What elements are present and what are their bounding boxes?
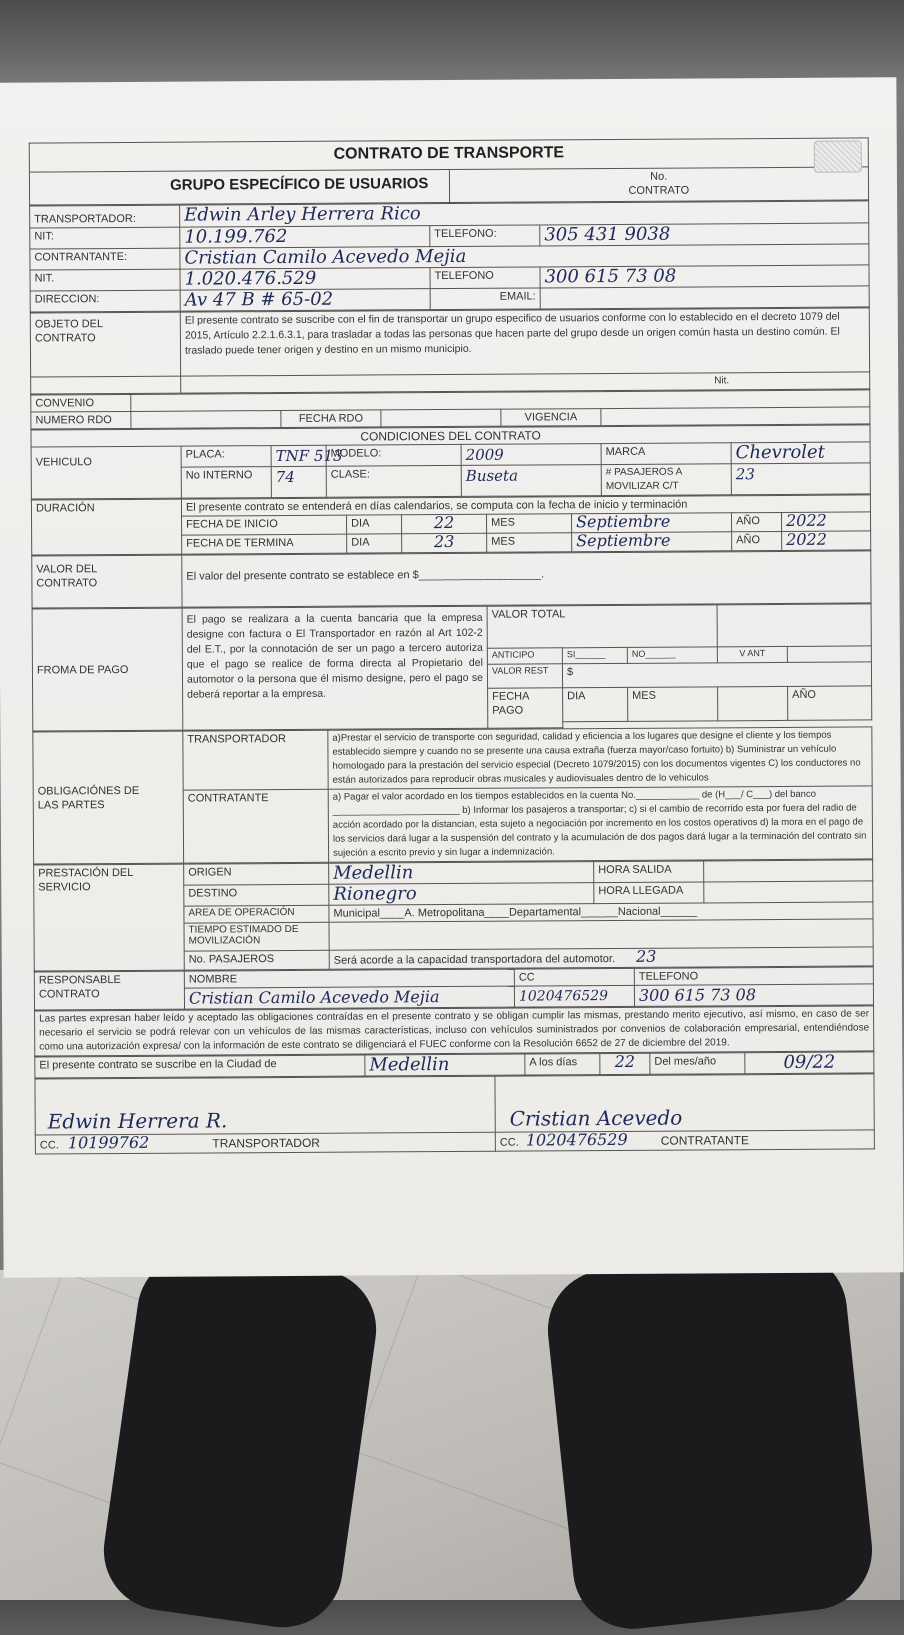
numero-rdo-label: NUMERO RDO (31, 411, 131, 429)
header-table (29, 137, 869, 205)
condiciones-title: CONDICIONES DEL CONTRATO (31, 425, 870, 447)
hora-salida-cell (704, 860, 873, 882)
hora-llegada-label: HORA LLEGADA (594, 882, 704, 904)
obligaciones-label-cell (33, 731, 184, 864)
termina-ano-value: 2022 (786, 529, 827, 549)
resp-telefono-value: 300 615 73 08 (638, 985, 757, 1005)
resp-cc-cell (514, 985, 634, 1007)
telefono-cell (540, 223, 869, 246)
clase-cell (461, 465, 601, 497)
pago-table (32, 603, 873, 731)
firma-contratante-footer (495, 1130, 874, 1151)
contract-no-cell (449, 167, 869, 203)
hora-llegada-cell (704, 881, 873, 903)
valor-rest-dollar: $ (562, 662, 871, 688)
resp-cc-value: 1020476529 (518, 988, 609, 1005)
contratante-value: Cristian Camilo Acevedo Mejia (184, 245, 467, 269)
transportador-value: Edwin Arley Herrera Rico (184, 203, 421, 226)
objeto-label: OBJETO DEL (34, 318, 104, 331)
dias-label: A los días (525, 1054, 600, 1075)
responsable-label-2: CONTRATO (38, 988, 100, 1001)
resp-nombre-cell (184, 986, 514, 1009)
termina-ano-cell (782, 531, 871, 551)
pago-text: El pago se realizara a la cuenta bancaria que la empresa designe con factura o El Transportador en razón al Art 102-2 del E.T., por la connotación de ser un pago a tercero autoriza que el pago se realice de forma directa al Propietario del automotor o la persona que él mismo designe, pero el pago se deberá reportar a la empresa. (182, 606, 488, 730)
legal-text: Las partes expresan haber leído y aceptado las obligaciones contraídas en el presente contrato y se obligan cumplir las mismas, prestando merito ejecutivo, así mismo, en caso de ser necesario el servicio se podrá relevar con un vehículos de las mismas características, incluso con vehículos suministrados por convenios de colaboración empresarial, entendiéndose como una autorización expresa/ con la información de este contrato se diligenciará el FUEC conforme con la Resolución 6652 de 27 de diciembre del 2019. (35, 1006, 874, 1056)
telefono2-label: TELEFONO (430, 267, 540, 289)
marca-label: MARCA (601, 443, 731, 465)
firmas-table (34, 1073, 874, 1154)
pasajeros-cell (731, 463, 870, 495)
valor-label: VALOR DEL (36, 563, 98, 576)
objeto-table (30, 307, 870, 394)
origen-label: ORIGEN (184, 863, 329, 885)
no-pasajeros-text: Será acorde a la capacidad transportadora del automotor. (333, 952, 616, 967)
nit2-cell (180, 268, 430, 291)
mes-ano-value: 09/22 (783, 1051, 836, 1073)
no-pasajeros-cell (329, 947, 873, 969)
contratante-sign-label: CONTRATANTE (660, 1133, 749, 1148)
modelo-value: 2009 (465, 445, 504, 464)
contract-no-label-2: CONTRATO (628, 184, 690, 197)
prestacion-label: PRESTACIÓN DEL (38, 866, 134, 880)
inicio-ano-cell (781, 512, 870, 532)
inicio-ano-label: AÑO (731, 512, 781, 531)
valor-table (31, 550, 871, 608)
contratante-label: CONTRANTANTE: (30, 248, 180, 270)
page-title: CONTRATO DE TRANSPORTE (333, 144, 565, 163)
oblig-transportador-text: a)Prestar el servicio de transporte con seguridad, calidad y eficiencia a los lugares que designe el cliente y los tiempos establecido siempre y cuando no se presente una causa extraña (fuerza mayor/caso fortuito) b) Suministrar un vehículo homologado para la prestación del servicio especial (Decreto 1079/2015) con los documentos vigentes C) los conductores no están autorizados para reproducir obras musicales y audiovisuales dentro de lo vehiculos (328, 727, 872, 789)
firma-transportador-footer (35, 1132, 495, 1154)
termina-mes-label: MES (487, 533, 572, 553)
fecha-pago-ano-label: AÑO (788, 686, 872, 721)
direccion-cell (180, 289, 430, 312)
marca-cell (731, 442, 870, 464)
interno-label: No INTERNO (181, 467, 271, 499)
objeto-text: El presente contrato se suscribe con el fin de transportar un grupo especifico de usuarios conforme con lo establecido en el decreto 1079 del 2015, Artículo 2.2.1.6.3.1, para trasladar a todas las personas que hacen parte del grupo desde un origen común hasta un destino común. El traslado puede tener origen y destino en un mismo municipio. (180, 308, 869, 376)
clase-value: Buseta (465, 466, 519, 485)
resp-telefono-cell (634, 984, 873, 1006)
area-text: Municipal____A. Metropolitana____Departamental______Nacional______ (329, 902, 873, 922)
origen-cell (329, 862, 594, 885)
fecha-rdo-cell (381, 409, 501, 427)
ciudad-label: El presente contrato se suscribe en la Ciudad de (35, 1055, 365, 1078)
responsable-label-cell (34, 971, 184, 1010)
transportador-label: TRANSPORTADOR: (30, 205, 180, 228)
inicio-dia-value: 22 (433, 512, 455, 533)
modelo-cell (461, 444, 601, 466)
numero-rdo-cell (131, 411, 281, 429)
convenio-label: CONVENIO (31, 394, 131, 412)
duracion-text: El presente contrato se entenderá en días calendarios, se computa con la fecha de inicio y terminación (181, 495, 870, 516)
nit2-value: 1.020.476.529 (184, 267, 317, 290)
parties-table (29, 200, 870, 312)
inicio-dia-label: DIA (347, 515, 402, 534)
prestacion-label-2: SERVICIO (38, 881, 91, 894)
company-seal-icon (814, 140, 862, 172)
valor-total-label: VALOR TOTAL (487, 605, 717, 648)
firma-contratante-signature: Cristian Acevedo (509, 1105, 683, 1131)
contratante-cc-label: CC. (499, 1136, 519, 1149)
fecha-pago-mes-label: MES (628, 687, 718, 722)
termina-mes-value: Septiembre (576, 530, 671, 551)
firma-contratante-cell (495, 1074, 874, 1132)
valor-label-cell (32, 555, 182, 608)
title-cell (29, 138, 868, 172)
leg-right (542, 1245, 878, 1634)
hora-salida-label: HORA SALIDA (594, 861, 704, 883)
termina-label: FECHA DE TERMINA (182, 534, 347, 554)
page-subtitle: GRUPO ESPECÍFICO DE USUARIOS (169, 175, 429, 194)
clase-label: CLASE: (326, 465, 461, 497)
convenio-table (30, 389, 870, 429)
termina-dia-cell (402, 533, 487, 553)
no-label: NO______ (627, 647, 717, 664)
termina-mes-cell (572, 532, 732, 552)
mes-ano-label: Del mes/año (650, 1053, 745, 1075)
telefono2-cell (540, 265, 869, 288)
placa-cell (271, 445, 343, 466)
email-cell (540, 286, 869, 309)
pago-label: FROMA DE PAGO (32, 608, 183, 731)
nit-value: 10.199.762 (184, 225, 288, 248)
termina-dia-label: DIA (347, 534, 402, 553)
transportador-sign-label: TRANSPORTADOR (212, 1135, 320, 1151)
resp-nombre-value: Cristian Camilo Acevedo Mejia (188, 987, 440, 1008)
objeto-nit-label: Nit. (181, 372, 870, 393)
direccion-label: DIRECCION: (30, 290, 180, 312)
dias-value: 22 (614, 1051, 636, 1072)
inicio-mes-label: MES (487, 514, 572, 534)
contract-form (29, 137, 875, 1154)
transportador-cc-value: 10199762 (67, 1132, 150, 1153)
objeto-label-2: CONTRATO (34, 332, 96, 345)
tiempo-cell (329, 919, 873, 950)
valor-text: El valor del presente contrato se establece en $____________________. (182, 551, 871, 607)
pasajeros-value: 23 (735, 465, 755, 484)
inicio-dia-cell (402, 514, 487, 534)
contract-paper (0, 77, 904, 1277)
duracion-label: DURACIÓN (31, 499, 181, 555)
ciudad-value: Medellin (369, 1054, 450, 1076)
modelo-label: MODELO: (326, 444, 461, 466)
objeto-label-cell (30, 312, 180, 377)
firma-transportador-cell (35, 1076, 495, 1135)
anticipo-label: ANTICIPO (487, 648, 562, 664)
contract-no-label: No. (650, 170, 668, 183)
nit-cell (180, 226, 430, 249)
no-pasajeros-label: No. PASAJEROS (184, 950, 329, 970)
objeto-blank-cell (31, 376, 181, 394)
prestacion-label-cell (34, 864, 185, 971)
inicio-ano-value: 2022 (785, 510, 827, 530)
fecha-pago-dia-label: DIA (563, 687, 628, 721)
fecha-rdo-label: FECHA RDO (281, 410, 381, 428)
responsable-label: RESPONSABLE (38, 974, 121, 987)
telefono2-value: 300 615 73 08 (544, 265, 677, 288)
subtitle-cell (29, 169, 449, 205)
valor-total-cell (717, 604, 871, 647)
leg-left (96, 1245, 384, 1635)
fecha-pago-mes-cell (718, 686, 788, 720)
area-label: AREA DE OPERACIÓN (184, 905, 329, 923)
vehiculo-label: VEHICULO (31, 446, 181, 499)
fecha-pago-label: FECHA PAGO (488, 688, 563, 728)
interno-value: 74 (275, 467, 295, 487)
oblig-contratante-label: CONTRATANTE (183, 789, 328, 863)
destino-label: DESTINO (184, 884, 329, 906)
contratante-cc-value: 1020476529 (525, 1129, 628, 1150)
obligaciones-label-2: LAS PARTES (37, 798, 105, 812)
responsable-table (34, 966, 874, 1010)
nit2-label: NIT. (30, 269, 180, 291)
vigencia-label: VIGENCIA (501, 409, 601, 427)
origen-value: Medellin (333, 862, 414, 884)
placa-label: PLACA: (181, 446, 271, 468)
termina-dia-value: 23 (433, 531, 455, 552)
oblig-contratante-text: a) Pagar el valor acordado en los tiempos establecidos en la cuenta No.____________ de (H___/ C___) del banco ________________________ b) Informar los pasajeros a transportar; c) si el cambio de recorrido esta por fuera del radio de acción acordado por la distancian, esta sujeto a negociación por incremento en los costos operativos d) la mora en el pago de los servicios dará lugar a la suspensión del contrato y la acumulación de dos pagos dará lugar a la terminación del contrato sin sujeción a escrito previo y sin lugar a indemnización. (328, 786, 872, 862)
tiempo-label: TIEMPO ESTIMADO DE MOVILIZACIÓN (184, 922, 329, 951)
prestacion-table (33, 859, 874, 971)
resp-telefono-label: TELEFONO (634, 967, 873, 985)
valor-label-2: CONTRATO (36, 577, 98, 590)
interno-cell (271, 466, 326, 497)
duracion-table (31, 494, 871, 555)
condiciones-table (30, 424, 870, 499)
vigencia-cell (601, 407, 870, 426)
marca-value: Chevrolet (735, 441, 825, 464)
valor-rest-label: VALOR REST (487, 664, 562, 688)
cc-label: CC (514, 968, 634, 986)
ciudad-cell (365, 1054, 525, 1076)
direccion-value: Av 47 B # 65-02 (184, 288, 334, 311)
legal-table (34, 1005, 874, 1056)
nit-label: NIT: (30, 227, 180, 249)
inicio-mes-value: Septiembre (575, 511, 671, 532)
telefono-value: 305 431 9038 (544, 223, 671, 246)
obligaciones-label: OBLIGACIÓNES DE (37, 784, 140, 798)
pasajeros-label: # PASAJEROS A MOVILIZAR C/T (601, 464, 731, 496)
vant-cell (787, 646, 871, 663)
termina-ano-label: AÑO (732, 531, 782, 550)
inicio-mes-cell (572, 513, 732, 533)
obligaciones-table (32, 726, 873, 864)
dias-cell (600, 1053, 650, 1074)
si-label: SI______ (562, 647, 627, 663)
destino-value: Rionegro (333, 883, 417, 905)
firma-transportador-signature: Edwin Herrera R. (47, 1108, 228, 1134)
oblig-transportador-label: TRANSPORTADOR (183, 730, 328, 790)
nombre-label: NOMBRE (184, 969, 514, 988)
mes-ano-cell (745, 1052, 874, 1074)
telefono-label: TELEFONO: (430, 225, 540, 247)
transportador-cc-label: CC. (39, 1139, 59, 1152)
inicio-label: FECHA DE INICIO (182, 515, 347, 535)
placa-value: TNF 513 (275, 446, 343, 466)
email-label: EMAIL: (430, 288, 540, 310)
destino-cell (329, 883, 594, 906)
no-pasajeros-value: 23 (636, 946, 657, 966)
vant-label: V ANT (717, 646, 787, 662)
